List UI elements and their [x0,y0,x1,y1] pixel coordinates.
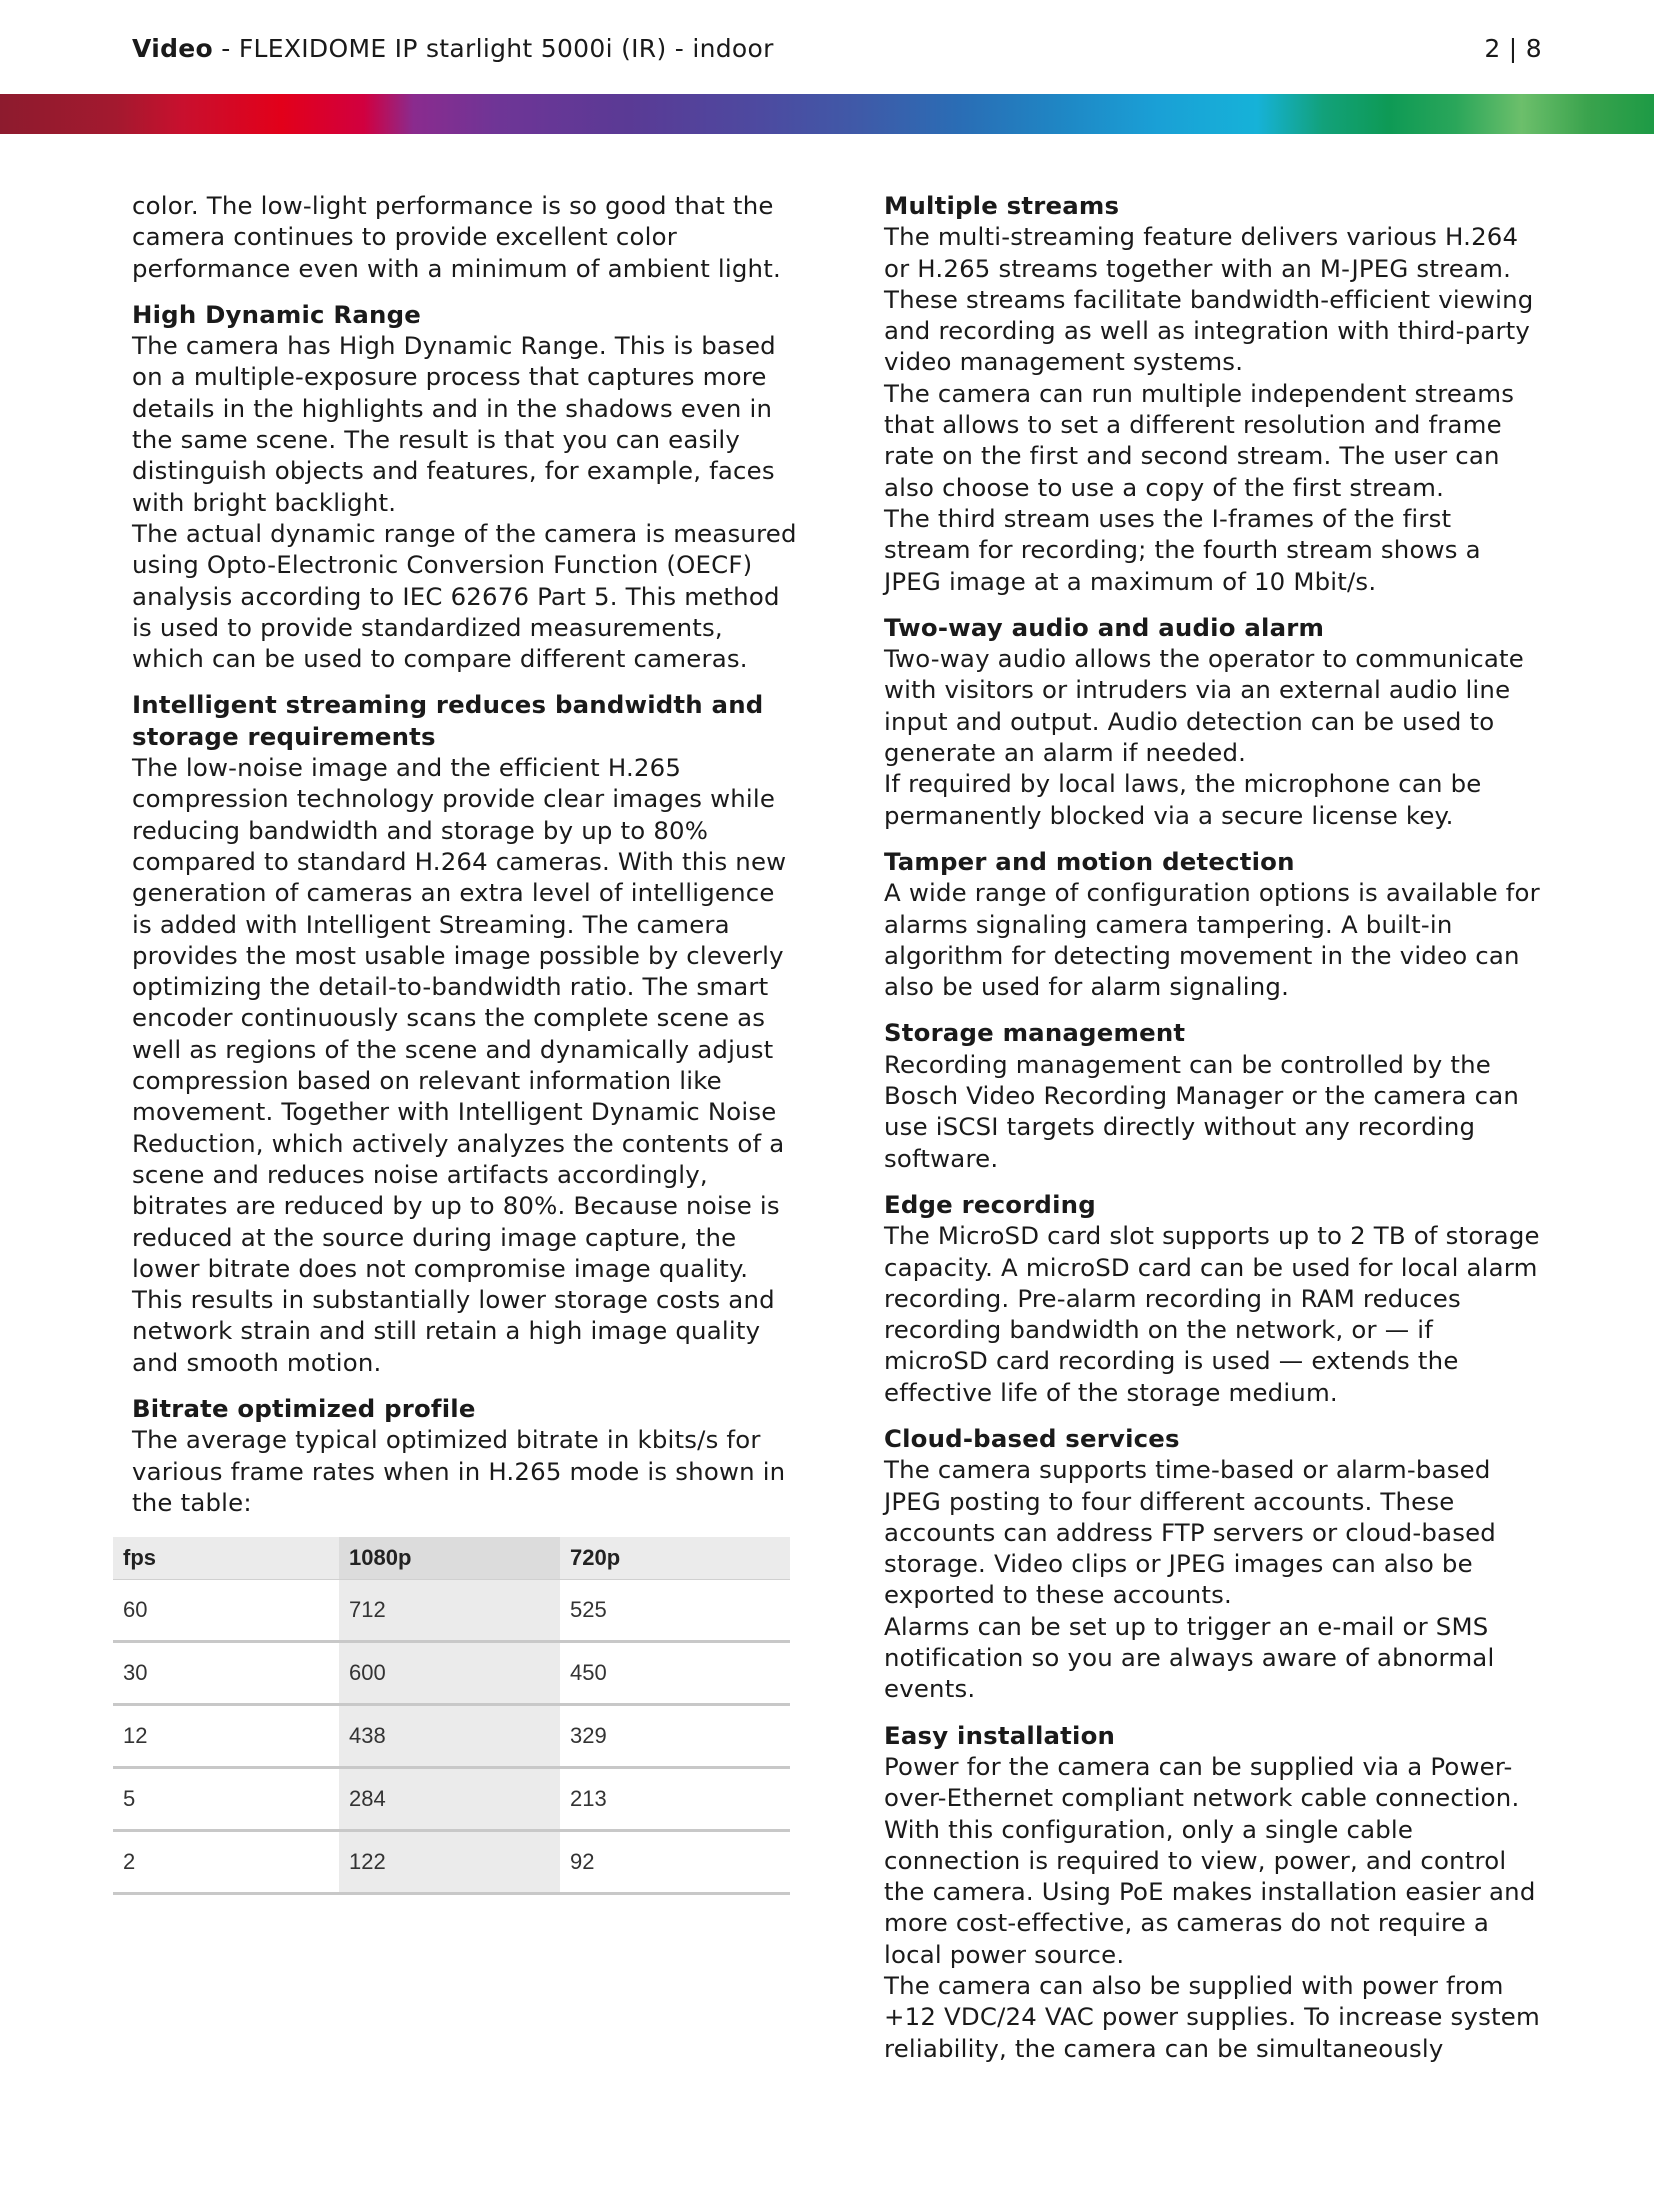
table-row [113,1580,790,1642]
cell-720p: 213 [560,1768,790,1831]
cell-fps: 30 [113,1642,339,1705]
bitrate-table [113,1537,790,1895]
header-fps: fps [113,1537,339,1580]
cell-1080p: 712 [339,1580,560,1642]
intro-paragraph: color. The low-light performance is so good that the camera continues to provide excellent color performance even with a minimum of ambient light. [132,191,781,283]
cell-fps: 2 [113,1831,339,1894]
left-column [132,190,800,1533]
install-heading: Easy installation [884,1720,1116,1750]
cloud-paragraph-2: Alarms can be set up to trigger an e-mail or SMS notification so you are always aware of abnormal events. [884,1611,1495,1704]
hdr-paragraph-2: The actual dynamic range of the camera is measured using Opto-Electronic Conversion Function (OECF) analysis according to IEC 62676 Part 5. This method is used to provide standardized measurements, which can be used to compare different cameras. [132,518,797,674]
cloud-heading: Cloud-based services [884,1423,1180,1453]
streaming-heading: Intelligent streaming reduces bandwidth and storage requirements [132,690,764,751]
right-column [884,190,1544,2064]
cell-720p: 329 [560,1705,790,1768]
hdr-heading: High Dynamic Range [132,299,421,329]
cell-fps: 5 [113,1768,339,1831]
hdr-paragraph-1: The camera has High Dynamic Range. This is based on a multiple-exposure process that captures more details in the highlights and in the shadows even in the same scene. The result is that you can easily distinguish objects and features, for example, faces with bright backlight. [132,331,776,517]
edge-heading: Edge recording [884,1189,1096,1219]
table-row [113,1831,790,1894]
cell-1080p: 438 [339,1705,560,1768]
cell-1080p: 284 [339,1768,560,1831]
streams-heading: Multiple streams [884,191,1120,220]
tamper-heading: Tamper and motion detection [884,846,1295,876]
cell-720p: 450 [560,1642,790,1705]
cell-720p: 92 [560,1831,790,1894]
install-paragraph-2: The camera can also be supplied with power from +12 VDC/24 VAC power supplies. To increase system reliability, the camera can be simultaneously [884,1971,1540,2063]
streams-paragraph-3: The third stream uses the I-frames of the first stream for recording; the fourth stream shows a JPEG image at a maximum of 10 Mbit/s. [884,503,1481,596]
cell-1080p: 122 [339,1831,560,1894]
storage-paragraph: Recording management can be controlled by the Bosch Video Recording Manager or the camera can use iSCSI targets directly without any recording software. [884,1049,1520,1173]
cell-1080p: 600 [339,1642,560,1705]
table-row [113,1768,790,1831]
table-header-row [113,1537,790,1580]
audio-heading: Two-way audio and audio alarm [884,612,1325,642]
header-section: Video [132,34,214,63]
cell-fps: 12 [113,1705,339,1768]
brand-color-band [0,94,1654,134]
bitrate-heading: Bitrate optimized profile [132,1393,476,1423]
install-paragraph-1: Power for the camera can be supplied via a Power-over-Ethernet compliant network cable connection. With this configuration, only a single cable connection is required to view, power, and control the camera. Using PoE makes installation easier and more cost-effective, as cameras do not require a local power source. [884,1751,1536,1969]
edge-paragraph: The MicroSD card slot supports up to 2 TB of storage capacity. A microSD card can be used for local alarm recording. Pre-alarm recording in RAM reduces recording bandwidth on the network, or — if microSD card recording is used — extends the effective life of the storage medium. [884,1221,1540,1407]
streaming-paragraph: The low-noise image and the efficient H.265 compression technology provide clear images while reducing bandwidth and storage by up to 80% compared to standard H.264 cameras. With this new generation of cameras an extra level of intelligence is added with Intelligent Streaming. The camera provides the most usable image possible by cleverly optimizing the detail-to-bandwidth ratio. The smart encoder continuously scans the complete scene as well as regions of the scene and dynamically adjust compression based on relevant information like movement. Together with Intelligent Dynamic Noise Reduction, which actively analyzes the contents of a scene and reduces noise artifacts accordingly, bitrates are reduced by up to 80%. Because noise is reduced at the source during image capture, the lower bitrate does not compromise image quality. This results in substantially lower storage costs and network strain and still retain a high image quality and smooth motion. [132,753,787,1377]
table-row [113,1705,790,1768]
header-product: - FLEXIDOME IP starlight 5000i (IR) - indoor [213,34,774,63]
header-720p: 720p [560,1537,790,1580]
streams-paragraph-1: The multi-streaming feature delivers various H.264 or H.265 streams together with an M-JPEG stream. These streams facilitate bandwidth-efficient viewing and recording as well as integration with third-party video management systems. [884,222,1534,377]
cell-fps: 60 [113,1580,339,1642]
table-row [113,1642,790,1705]
cell-720p: 525 [560,1580,790,1642]
bitrate-paragraph: The average typical optimized bitrate in kbits/s for various frame rates when in H.265 mode is shown in the table: [132,1425,786,1517]
cloud-paragraph-1: The camera supports time-based or alarm-based JPEG posting to four different accounts. These accounts can address FTP servers or cloud-based storage. Video clips or JPEG images can also be exported to these accounts. [884,1455,1496,1610]
page-number: 2 | 8 [1484,34,1542,63]
header-1080p: 1080p [339,1537,560,1580]
page-header [132,34,1542,74]
audio-paragraph-1: Two-way audio allows the operator to communicate with visitors or intruders via an external audio line input and output. Audio detection can be used to generate an alarm if needed. [884,644,1524,768]
storage-heading: Storage management [884,1018,1186,1048]
tamper-paragraph: A wide range of configuration options is available for alarms signaling camera tampering. A built-in algorithm for detecting movement in the video can also be used for alarm signaling. [884,878,1540,1002]
header-title [132,34,774,63]
streams-paragraph-2: The camera can run multiple independent streams that allows to set a different resolution and frame rate on the first and second stream. The user can also choose to use a copy of the first stream. [884,378,1515,502]
audio-paragraph-2: If required by local laws, the microphone can be permanently blocked via a secure license key. [884,769,1482,830]
